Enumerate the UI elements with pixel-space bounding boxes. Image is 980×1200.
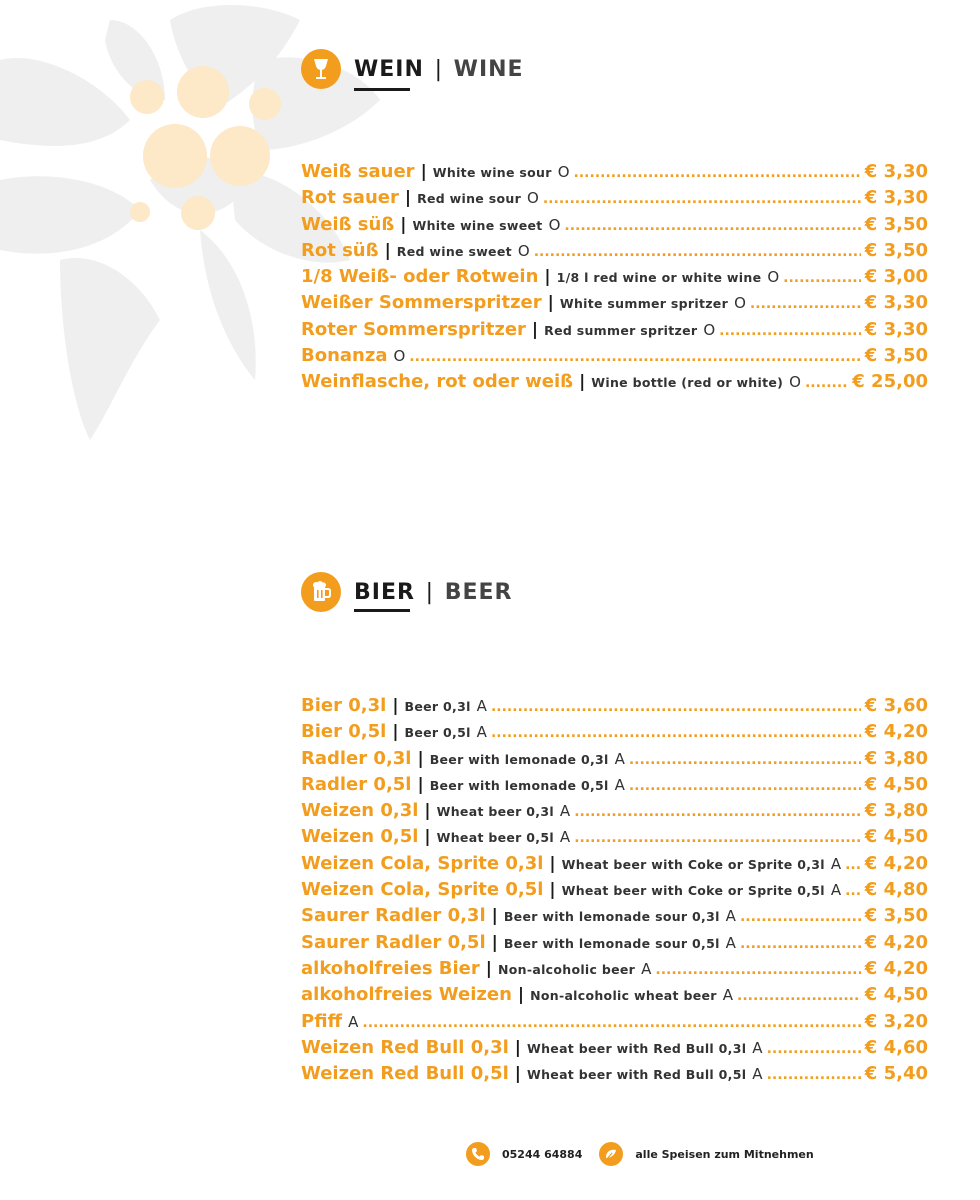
item-name-de: alkoholfreies Weizen — [301, 984, 512, 1006]
menu-item — [301, 748, 928, 774]
item-separator: | — [491, 932, 498, 953]
dot-leader — [783, 270, 861, 286]
menu-item — [301, 1011, 928, 1037]
menu-item — [301, 266, 928, 292]
item-price: € 3,30 — [864, 161, 928, 182]
dot-leader — [655, 962, 860, 978]
allergen-mark: O — [789, 373, 801, 392]
menu-item — [301, 345, 928, 371]
item-name-de: Saurer Radler 0,3l — [301, 905, 486, 927]
dot-leader — [574, 165, 861, 181]
dot-leader — [534, 244, 861, 260]
item-name-en: Wheat beer with Red Bull 0,5l — [527, 1067, 747, 1083]
allergen-mark: A — [559, 828, 571, 847]
menu-item — [301, 800, 928, 826]
item-price: € 25,00 — [852, 371, 928, 393]
allergen-mark: O — [734, 294, 746, 313]
allergen-mark: A — [725, 933, 736, 952]
wine-section-header — [301, 49, 524, 89]
item-separator: | — [514, 1037, 521, 1058]
item-name-de: 1/8 Weiß- oder Rotwein — [301, 266, 539, 288]
menu-item — [301, 187, 928, 213]
item-separator: | — [544, 267, 551, 288]
allergen-mark: A — [476, 697, 487, 715]
dot-leader — [491, 725, 861, 741]
menu-item — [301, 774, 928, 800]
item-price: € 4,20 — [864, 931, 928, 953]
item-price: € 3,30 — [864, 292, 928, 314]
dot-leader — [750, 296, 861, 312]
dot-leader — [845, 883, 861, 899]
phone-icon — [466, 1142, 490, 1166]
item-separator: | — [392, 696, 399, 716]
menu-item — [301, 1037, 928, 1063]
item-separator: | — [514, 1064, 521, 1085]
beer-list — [301, 695, 928, 1089]
wine-glass-icon — [301, 49, 341, 89]
beer-title-separator: | — [425, 579, 435, 605]
item-separator: | — [579, 372, 586, 393]
menu-item — [301, 932, 928, 958]
allergen-mark: A — [348, 1012, 359, 1031]
allergen-mark: A — [830, 854, 842, 873]
item-price: € 3,50 — [864, 213, 928, 235]
allergen-mark: O — [517, 241, 530, 260]
takeaway-icon — [599, 1142, 623, 1166]
item-price: € 4,50 — [864, 984, 928, 1006]
allergen-mark: A — [830, 881, 842, 900]
wine-title — [354, 57, 524, 82]
wine-list — [301, 161, 928, 398]
beer-title-de: BIER — [354, 579, 415, 605]
item-price: € 4,20 — [864, 852, 928, 874]
item-name-de: Weizen Red Bull 0,5l — [301, 1063, 509, 1085]
item-name-en: Wheat beer with Red Bull 0,3l — [527, 1040, 747, 1056]
item-name-en: Non-alcoholic beer — [498, 961, 636, 977]
allergen-mark: A — [722, 986, 733, 1005]
dot-leader — [767, 1067, 861, 1083]
wine-title-underline — [354, 88, 410, 91]
menu-item — [301, 984, 928, 1010]
item-separator: | — [392, 722, 399, 743]
item-price: € 3,80 — [864, 800, 928, 822]
menu-item — [301, 240, 928, 266]
item-separator: | — [417, 774, 424, 795]
item-name-en: Beer with lemonade 0,3l — [429, 751, 609, 767]
phone-number: 05244 64884 — [502, 1147, 583, 1161]
item-separator: | — [424, 801, 431, 822]
allergen-mark: A — [752, 1065, 763, 1084]
beer-title — [354, 580, 512, 605]
allergen-mark: A — [559, 802, 571, 821]
dot-leader — [740, 936, 861, 952]
allergen-mark: A — [614, 775, 625, 794]
item-name-de: Weiß süß — [301, 213, 395, 235]
item-name-de: Bier 0,3l — [301, 695, 387, 716]
menu-item — [301, 905, 928, 931]
item-price: € 5,40 — [864, 1063, 928, 1085]
item-name-de: Bier 0,5l — [301, 721, 387, 743]
menu-item — [301, 371, 928, 397]
menu-item — [301, 721, 928, 747]
beer-section-header — [301, 572, 512, 612]
item-name-en: Beer with lemonade sour 0,5l — [503, 935, 720, 951]
item-separator: | — [400, 214, 407, 235]
menu-item — [301, 1063, 928, 1089]
item-price: € 3,50 — [864, 905, 928, 927]
dot-leader — [362, 1015, 860, 1031]
dot-leader — [845, 857, 861, 873]
allergen-mark: A — [476, 723, 487, 742]
allergen-mark: O — [527, 189, 539, 208]
item-price: € 3,20 — [864, 1010, 928, 1032]
item-name-en: Beer with lemonade 0,5l — [429, 777, 609, 793]
item-name-en: Beer 0,5l — [404, 725, 471, 741]
beer-title-underline — [354, 609, 410, 612]
item-name-en: Red wine sweet — [396, 243, 512, 259]
wine-title-en: WINE — [453, 56, 524, 82]
item-name-en: Wheat beer with Coke or Sprite 0,5l — [561, 883, 825, 899]
dot-leader — [719, 323, 861, 339]
menu-item — [301, 161, 928, 187]
allergen-mark: A — [725, 907, 736, 926]
item-name-en: Beer with lemonade sour 0,3l — [503, 909, 720, 925]
item-price: € 4,50 — [864, 826, 928, 848]
dot-leader — [564, 218, 860, 234]
item-separator: | — [384, 240, 391, 261]
allergen-mark: A — [614, 749, 625, 768]
item-separator: | — [485, 958, 492, 979]
item-name-de: alkoholfreies Bier — [301, 957, 480, 979]
item-price: € 3,00 — [864, 266, 928, 288]
dot-leader — [629, 778, 861, 794]
item-separator: | — [491, 906, 498, 927]
item-price: € 3,50 — [864, 345, 928, 367]
item-name-en: Beer 0,3l — [404, 699, 471, 714]
menu-item — [301, 826, 928, 852]
item-name-en: Wheat beer 0,5l — [436, 830, 554, 846]
wine-title-separator: | — [434, 56, 443, 82]
item-name-de: Weißer Sommerspritzer — [301, 292, 542, 314]
beer-title-en: BEER — [444, 579, 513, 605]
item-separator: | — [424, 827, 431, 848]
item-name-en: White summer spritzer — [559, 296, 729, 312]
item-name-de: Saurer Radler 0,5l — [301, 931, 486, 953]
item-name-en: Wine bottle (red or white) — [591, 375, 784, 391]
allergen-mark: O — [548, 215, 561, 234]
item-name-en: White wine sweet — [412, 217, 543, 233]
item-name-de: Radler 0,3l — [301, 747, 412, 769]
allergen-mark: O — [393, 347, 406, 366]
menu-item — [301, 695, 928, 721]
item-name-de: Pfiff — [301, 1010, 343, 1032]
dot-leader — [740, 909, 861, 925]
dot-leader — [409, 349, 861, 365]
footer — [466, 1142, 814, 1166]
item-separator: | — [531, 319, 539, 340]
item-name-en: White wine sour — [432, 165, 552, 180]
allergen-mark: O — [557, 163, 570, 181]
item-name-de: Weiß sauer — [301, 161, 415, 182]
item-separator: | — [547, 293, 554, 314]
item-name-en: Non-alcoholic wheat beer — [530, 988, 717, 1004]
item-name-de: Rot süß — [301, 239, 379, 261]
item-name-de: Weizen Cola, Sprite 0,3l — [301, 852, 544, 874]
allergen-mark: A — [641, 959, 652, 978]
item-price: € 4,20 — [864, 721, 928, 743]
item-price: € 4,20 — [864, 957, 928, 979]
dot-leader — [629, 752, 861, 768]
item-name-de: Weizen 0,3l — [301, 800, 419, 822]
menu-item — [301, 879, 928, 905]
item-separator: | — [404, 188, 412, 209]
item-price: € 3,30 — [864, 318, 928, 340]
item-name-en: 1/8 l red wine or white wine — [556, 270, 762, 286]
item-price: € 4,80 — [864, 879, 928, 901]
menu-item — [301, 292, 928, 318]
dot-leader — [491, 699, 861, 715]
item-name-en: Wheat beer with Coke or Sprite 0,3l — [561, 856, 825, 872]
item-price: € 3,50 — [864, 239, 928, 261]
allergen-mark: O — [767, 268, 780, 287]
item-separator: | — [517, 985, 525, 1006]
dot-leader — [543, 191, 861, 207]
item-name-de: Rot sauer — [301, 187, 399, 209]
item-price: € 4,50 — [864, 773, 928, 795]
item-price: € 3,60 — [864, 695, 928, 716]
dot-leader — [737, 988, 861, 1004]
dot-leader — [574, 830, 861, 846]
menu-item — [301, 958, 928, 984]
item-name-de: Radler 0,5l — [301, 773, 412, 795]
dot-leader — [805, 375, 848, 391]
item-price: € 3,30 — [864, 187, 928, 209]
wine-title-de: WEIN — [354, 56, 424, 82]
item-price: € 4,60 — [864, 1036, 928, 1058]
allergen-mark: A — [752, 1038, 763, 1057]
dot-leader — [574, 804, 861, 820]
takeaway-text: alle Speisen zum Mitnehmen — [635, 1147, 814, 1161]
item-name-de: Bonanza — [301, 345, 388, 367]
item-name-de: Weizen 0,5l — [301, 826, 419, 848]
item-separator: | — [549, 880, 556, 901]
item-separator: | — [420, 162, 427, 182]
item-separator: | — [549, 853, 556, 874]
item-name-en: Wheat beer 0,3l — [436, 804, 554, 820]
item-separator: | — [417, 748, 424, 769]
menu-item — [301, 319, 928, 345]
allergen-mark: O — [703, 320, 716, 339]
item-price: € 3,80 — [864, 747, 928, 769]
item-name-de: Roter Sommerspritzer — [301, 318, 526, 340]
item-name-en: Red summer spritzer — [544, 322, 698, 338]
item-name-en: Red wine sour — [417, 191, 522, 207]
menu-item — [301, 214, 928, 240]
item-name-de: Weizen Cola, Sprite 0,5l — [301, 879, 544, 901]
menu-item — [301, 853, 928, 879]
item-name-de: Weizen Red Bull 0,3l — [301, 1036, 509, 1058]
item-name-de: Weinflasche, rot oder weiß — [301, 371, 574, 393]
dot-leader — [767, 1041, 861, 1057]
beer-mug-icon — [301, 572, 341, 612]
